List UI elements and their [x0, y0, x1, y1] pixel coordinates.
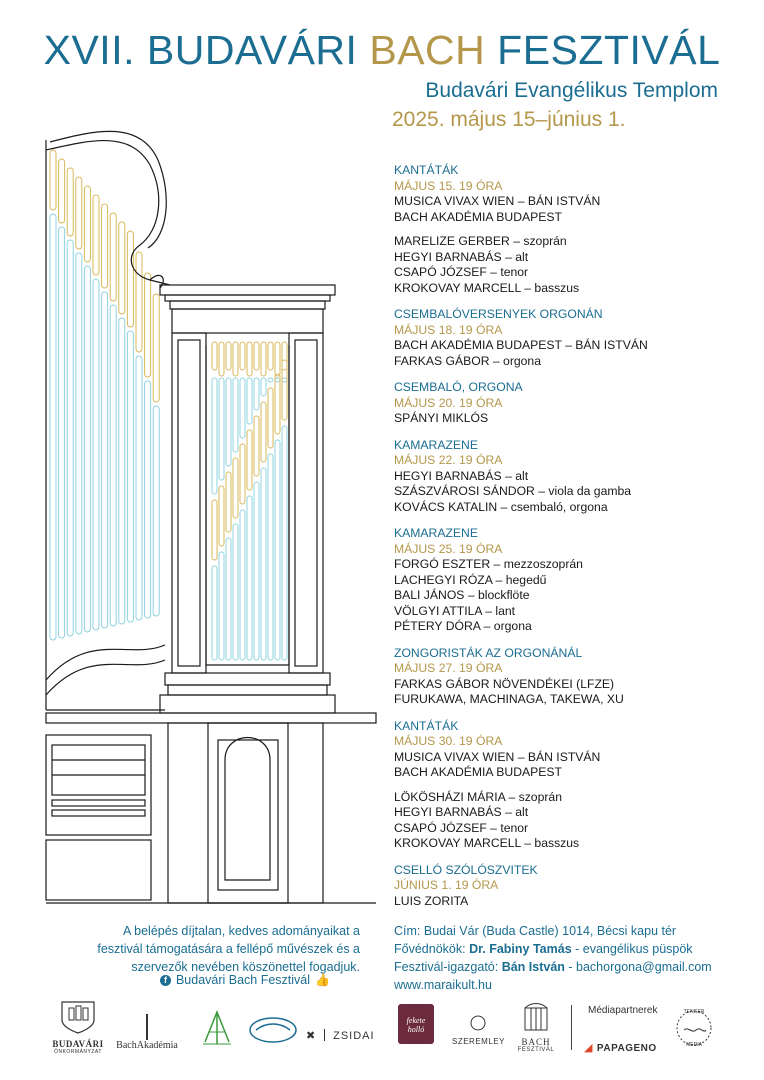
title-part-2: FESZTIVÁL [497, 27, 721, 73]
szeremley-logo: SZEREMLEY [452, 1014, 504, 1046]
concert-datetime: MÁJUS 18. 19 ÓRA [394, 322, 503, 337]
gold-pipe [282, 342, 287, 370]
gold-pipe [233, 458, 238, 518]
thumbs-up-icon: 👍 [315, 973, 330, 987]
blue-pipe [268, 378, 273, 382]
blue-pipe [212, 566, 217, 660]
organ-illustration [0, 120, 380, 920]
program-list [394, 163, 734, 920]
blue-pipe [212, 378, 217, 494]
blue-pipe [275, 378, 280, 382]
gold-pipe [102, 204, 108, 288]
performer-line: HEGYI BARNABÁS – alt [394, 805, 529, 819]
gold-pipe [268, 388, 273, 448]
blue-pipe [110, 305, 116, 626]
gold-pipe [254, 416, 259, 476]
director-name: Bán István [501, 960, 565, 974]
performer-line: SPÁNYI MIKLÓS [394, 411, 489, 425]
gold-pipe [219, 342, 224, 376]
performer-line: LACHEGYI RÓZA – hegedű [394, 572, 547, 587]
blue-pipe [247, 378, 252, 424]
gold-pipe [247, 430, 252, 490]
concert-category: ZONGORISTÁK AZ ORGONÁNÁL [394, 645, 583, 660]
program-block [394, 719, 734, 781]
papageno-mark-icon: ◢ [584, 1042, 593, 1054]
note-line: A belépés díjtalan, kedves adományaikat a [123, 924, 360, 938]
program-block [394, 163, 734, 225]
program-block [394, 646, 734, 708]
concert-datetime: MÁJUS 20. 19 ÓRA [394, 395, 503, 410]
blue-pipe [254, 482, 259, 660]
blue-pipe [240, 378, 245, 438]
logo-divider [571, 1005, 572, 1050]
festival-title [0, 28, 764, 72]
program-block [394, 863, 734, 910]
gold-pipe [268, 342, 273, 370]
performer-line: KROKOVAY MARCELL – basszus [394, 280, 580, 295]
title-part-1: XVII. BUDAVÁRI [43, 27, 358, 73]
blue-pipe [67, 240, 73, 636]
performer-line: FORGÓ ESZTER – mezzoszoprán [394, 557, 583, 571]
blue-pipe [219, 378, 224, 480]
title-part-bach: BACH [369, 27, 486, 73]
gold-pipe [240, 342, 245, 370]
green-tree-logo [192, 1008, 242, 1053]
media-partners-label: Médiapartnerek [588, 1005, 658, 1016]
blue-pipe [102, 292, 108, 628]
blue-pipe [145, 381, 151, 618]
center-pipe-field [212, 342, 287, 660]
zsidai-logo: ✖ ZSIDAI [306, 1030, 375, 1042]
concert-category: KANTÁTÁK [394, 163, 459, 177]
patrons: Fővédnökök: Dr. Fabiny Tamás - evangélikus püspök [394, 942, 693, 956]
blue-pipe [50, 214, 56, 640]
gold-pipe [145, 273, 151, 377]
concert-category: CSEMBALÓ, ORGONA [394, 380, 523, 394]
gold-pipe [233, 342, 238, 376]
program-block [394, 380, 734, 427]
performer-line: PÉTERY DÓRA – orgona [394, 619, 532, 633]
blue-pipe [119, 318, 125, 624]
papageno-logo: ◢ PAPAGENO [584, 1042, 657, 1054]
festival-info [394, 922, 712, 994]
blue-pipe [76, 253, 82, 634]
concert-datetime: MÁJUS 15. 19 ÓRA [394, 178, 503, 193]
patrons-name: Dr. Fabiny Tamás [469, 942, 572, 956]
blue-pipe [261, 378, 266, 396]
performer-line: SZÁSZVÁROSI SÁNDOR – viola da gamba [394, 484, 632, 498]
bach-akademia-mark-icon [142, 1014, 152, 1040]
budavari-onkormanyzat-logo: BUDAVÁRI ÖNKORMÁNYZAT [48, 1000, 108, 1055]
gold-pipe [110, 213, 116, 301]
director: Fesztivál-igazgató: Bán István - bachorgona@gmail.com [394, 960, 712, 974]
concert-category: CSEMBALÓVERSENYEK ORGONÁN [394, 307, 603, 321]
performer-line: LUIS ZORITA [394, 893, 469, 908]
blue-pipe [93, 279, 99, 630]
concert-datetime: MÁJUS 30. 19 ÓRA [394, 734, 503, 748]
concert-datetime: JÚNIUS 1. 19 ÓRA [394, 878, 499, 892]
gold-pipe [136, 252, 142, 352]
bach-fesztival-logo: BACH FESZTIVÁL [512, 1002, 560, 1053]
gold-pipe [247, 342, 252, 376]
tenger-media-logo: TENGER MÉDIA [672, 1006, 716, 1050]
gold-pipe [275, 374, 280, 434]
performer-line: BALI JÁNOS – blockflöte [394, 588, 530, 602]
venue: Budavári Evangélikus Templom [425, 79, 718, 102]
blue-pipe [240, 510, 245, 660]
performer-line: CSAPÓ JÓZSEF – tenor [394, 820, 529, 835]
gold-pipe [50, 150, 56, 210]
performer-line: FARKAS GÁBOR NÖVENDÉKEI (LFZE) [394, 676, 615, 691]
organ-case [46, 131, 376, 903]
note-line: fesztivál támogatására a fellépő művészek és a [97, 942, 360, 956]
blue-pipe [268, 454, 273, 660]
gold-pipe [254, 342, 259, 370]
blue-pipe [127, 331, 133, 622]
concert-category: CSELLÓ SZÓLÓSZVITEK [394, 862, 538, 877]
gold-pipe [240, 444, 245, 504]
fekete-hollo-logo: fekete holló [398, 1004, 434, 1044]
performer-line: HEGYI BARNABÁS – alt [394, 468, 529, 483]
blue-pipe [261, 468, 266, 660]
facebook-link[interactable] [160, 973, 330, 987]
program-block [394, 307, 734, 369]
website-link[interactable]: www.maraikult.hu [394, 978, 492, 992]
blue-pipe [282, 378, 287, 382]
performer-line: VÖLGYI ATTILA – lant [394, 603, 516, 618]
organ-icon [521, 1002, 551, 1032]
gold-pipe [93, 195, 99, 275]
coat-of-arms-icon [58, 1000, 98, 1034]
performer-line: MUSICA VIVAX WIEN – BÁN ISTVÁN [394, 749, 601, 764]
blue-pipe [59, 227, 65, 638]
program-block [394, 438, 734, 516]
gold-pipe [261, 402, 266, 462]
blue-pipe [84, 266, 90, 632]
gold-pipe [219, 486, 224, 546]
blue-pipe [136, 356, 142, 620]
festival-dates: 2025. május 15–június 1. [392, 108, 626, 131]
gold-pipe [275, 342, 280, 376]
gold-pipe [226, 472, 231, 532]
concert-datetime: MÁJUS 25. 19 ÓRA [394, 541, 503, 556]
gold-pipe [212, 342, 217, 370]
performer-line: FARKAS GÁBOR – orgona [394, 353, 541, 368]
performer-line: HEGYI BARNABÁS – alt [394, 249, 529, 264]
szeremley-crest-icon [468, 1014, 488, 1032]
cutlery-icon: ✖ [306, 1030, 316, 1042]
performer-line: CSAPÓ JÓZSEF – tenor [394, 265, 529, 279]
program-block [394, 790, 734, 852]
performer-line: MUSICA VIVAX WIEN – BÁN ISTVÁN [394, 194, 601, 208]
concert-category: KANTÁTÁK [394, 718, 459, 733]
blue-pipe [233, 378, 238, 452]
address: Cím: Budai Vár (Buda Castle) 1014, Bécsi kapu tér [394, 924, 677, 938]
tree-icon [195, 1008, 239, 1048]
blue-pipe [226, 378, 231, 466]
blue-pipe [275, 440, 280, 660]
gold-pipe [127, 231, 133, 327]
program-block [394, 234, 734, 296]
facebook-label: Budavári Bach Fesztivál [175, 973, 311, 987]
blue-pipe [219, 552, 224, 660]
concert-category: KAMARAZENE [394, 526, 478, 540]
facebook-icon: f [160, 975, 171, 986]
fish-wave-icon [248, 1016, 298, 1044]
concert-datetime: MÁJUS 22. 19 ÓRA [394, 453, 503, 467]
blue-pipe [282, 426, 287, 660]
evangelikus-logo [248, 1016, 298, 1049]
performer-line: BACH AKADÉMIA BUDAPEST [394, 765, 562, 779]
left-pipe-field [50, 150, 159, 640]
performer-line: MARELIZE GERBER – szoprán [394, 234, 567, 248]
performer-line: KOVÁCS KATALIN – csembaló, orgona [394, 499, 608, 514]
performer-line: BACH AKADÉMIA BUDAPEST – BÁN ISTVÁN [394, 338, 648, 352]
donation-note [40, 922, 360, 976]
blue-pipe [233, 524, 238, 660]
concert-category: KAMARAZENE [394, 437, 478, 452]
gold-pipe [119, 222, 125, 314]
gold-pipe [59, 159, 65, 223]
gold-pipe [76, 177, 82, 249]
blue-pipe [254, 378, 259, 410]
program-block [394, 526, 734, 635]
blue-pipe [226, 538, 231, 660]
note-line: szervezők nevében köszönettel fogadjuk. [131, 960, 360, 974]
gold-pipe [84, 186, 90, 262]
gold-pipe [261, 342, 266, 376]
performer-line: FURUKAWA, MACHINAGA, TAKEWA, XU [394, 692, 624, 706]
gold-pipe [226, 342, 231, 370]
blue-pipe [247, 496, 252, 660]
gold-pipe [67, 168, 73, 236]
performer-line: KROKOVAY MARCELL – basszus [394, 836, 580, 850]
bach-akademia-logo: BachAkadémia [112, 1014, 182, 1051]
performer-line: LÖKÖSHÁZI MÁRIA – szoprán [394, 789, 562, 804]
gold-pipe [212, 500, 217, 560]
gold-pipe [153, 294, 159, 402]
blue-pipe [153, 406, 159, 616]
performer-line: BACH AKADÉMIA BUDAPEST [394, 209, 562, 224]
concert-datetime: MÁJUS 27. 19 ÓRA [394, 661, 503, 675]
